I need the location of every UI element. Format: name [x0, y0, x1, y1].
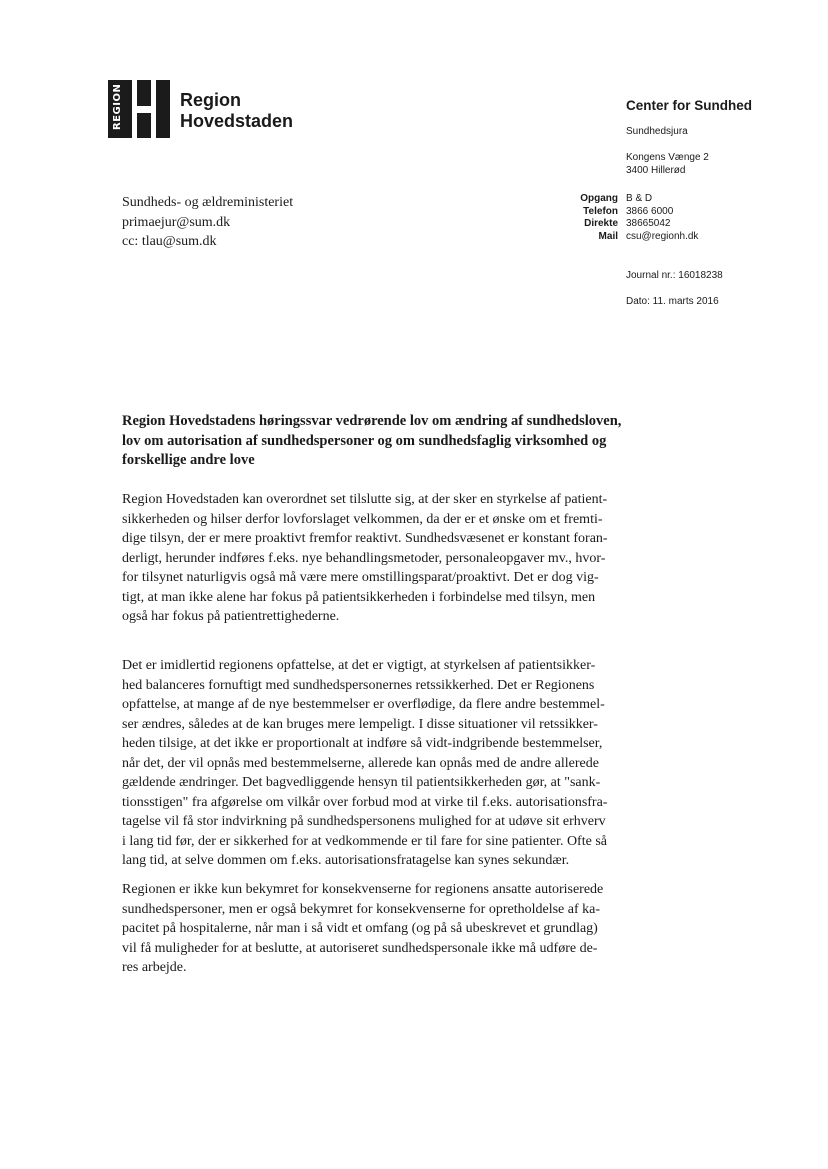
sender-center: Center for Sundhed	[626, 98, 753, 113]
paragraph-line: hed balanceres fornuftigt med sundhedspersonernes retssikkerhed. Det er Regionens	[122, 677, 595, 693]
paragraph-line: tionsstigen" fra afgørelse om vilkår over forbud mod at virke til f.eks. autorisationsfra-	[122, 794, 608, 810]
paragraph-line: gældende ændringer. Det bagvedliggende hensyn til patientsikkerheden gør, at "sank-	[122, 775, 601, 790]
paragraph-line: for tilsynet naturligvis også må være mere omstillingsparat/proaktivt. Det er dog vig-	[122, 570, 599, 585]
contact-block	[530, 193, 698, 243]
recipient-email: primaejur@sum.dk	[122, 214, 231, 230]
paragraph-line: sundhedspersoner, men er også bekymret for konsekvenserne for opretholdelse af ka-	[122, 901, 600, 917]
body-paragraph-1	[122, 490, 642, 627]
letter-date: Dato: 11. marts 2016	[626, 296, 719, 307]
contact-label: Mail	[598, 230, 618, 242]
paragraph-line: tigt, at man ikke alene har fokus på patientsikkerheden i forbindelse med tilsyn, men	[122, 589, 596, 605]
paragraph-line: også har fokus på patientrettighederne.	[122, 609, 340, 624]
paragraph-line: i lang tid før, der er sikkerhed for at vedkommende er til fare for sine patienter. Ofte så	[122, 833, 607, 849]
paragraph-line: pacitet på hospitalerne, når man i så vidt et omfang (og på så ubeskrevet et grundlag)	[122, 921, 598, 936]
heading-line: forskellige andre love	[122, 452, 255, 468]
paragraph-line: ser ændres, således at de kan bruges mere lempeligt. I disse situationer vil retssikker-	[122, 716, 598, 732]
paragraph-line: dige tilsyn, der er mere proaktivt fremfor reaktivt. Sundhedsvæsenet er konstant foran-	[122, 531, 608, 546]
address-line: Kongens Vænge 2	[626, 152, 709, 163]
contact-row-opgang	[530, 193, 698, 206]
body-paragraph-3	[122, 880, 642, 978]
sender-unit: Sundhedsjura	[626, 126, 688, 137]
journal-number: Journal nr.: 16018238	[626, 270, 723, 281]
address-line: 3400 Hillerød	[626, 164, 686, 176]
heading-line: Region Hovedstadens høringssvar vedrørende lov om ændring af sundhedsloven,	[122, 413, 622, 429]
contact-row-telefon	[530, 206, 698, 219]
contact-label: Direkte	[584, 218, 618, 229]
contact-value: B & D	[626, 193, 653, 204]
letter-heading	[122, 412, 622, 471]
paragraph-line: opfattelse, at mange af de nye bestemmelser er overflødige, da flere andre bestemmel-	[122, 697, 605, 712]
paragraph-line: res arbejde.	[122, 960, 187, 975]
paragraph-line: lang tid, at selve dommen om f.eks. autorisationsfratagelse kan synes sekundær.	[122, 853, 570, 868]
contact-label: Opgang	[580, 193, 618, 204]
sender-address	[626, 152, 709, 177]
logo-name-line2: Hovedstaden	[180, 111, 294, 131]
body-paragraph-2	[122, 656, 642, 871]
recipient-name: Sundheds- og ældreministeriet	[122, 195, 294, 210]
contact-value: 3866 6000	[626, 205, 674, 217]
paragraph-line: sikkerheden og hilser derfor lovforslaget velkommen, da der er et ønske om et fremti-	[122, 511, 603, 527]
contact-row-mail	[530, 231, 698, 244]
heading-line: lov om autorisation af sundhedspersoner og om sundhedsfaglig virksomhed og	[122, 432, 607, 449]
paragraph-line: tagelse vil få stor indvirkning på sundhedspersonens mulighed for at udøve sit erhverv	[122, 814, 606, 829]
contact-value: csu@regionh.dk	[626, 230, 699, 242]
paragraph-line: vil få muligheder for at beslutte, at autoriseret sundhedspersonale ikke må udføre de-	[122, 940, 598, 956]
logo-name-line1: Region	[180, 90, 241, 110]
paragraph-line: Regionen er ikke kun bekymret for konsekvenserne for regionens ansatte autoriserede	[122, 882, 604, 897]
recipient-cc: cc: tlau@sum.dk	[122, 234, 217, 249]
paragraph-line: når det, der vil opnås med bestemmelserne, allerede kan opnås med de andre allerede	[122, 755, 599, 771]
logo-vertical-text: REGION	[112, 83, 123, 130]
paragraph-line: heden tilsige, at det ikke er proportionalt at indføre så vidt-indgribende bestemmelser,	[122, 736, 603, 751]
contact-label: Telefon	[583, 205, 618, 217]
paragraph-line: Region Hovedstaden kan overordnet set tilslutte sig, at der sker en styrkelse af patient-	[122, 492, 608, 507]
recipient-block	[122, 193, 293, 252]
logo-wordmark	[180, 90, 293, 132]
region-logo	[108, 80, 170, 138]
paragraph-line: Det er imidlertid regionens opfattelse, at det er vigtigt, at styrkelsen af patientsikker-	[122, 658, 596, 673]
contact-value: 38665042	[626, 218, 671, 229]
paragraph-line: derligt, herunder indføres f.eks. nye behandlingsmetoder, personaleopgaver mv., hvor-	[122, 550, 606, 566]
contact-row-direkte	[530, 218, 698, 231]
